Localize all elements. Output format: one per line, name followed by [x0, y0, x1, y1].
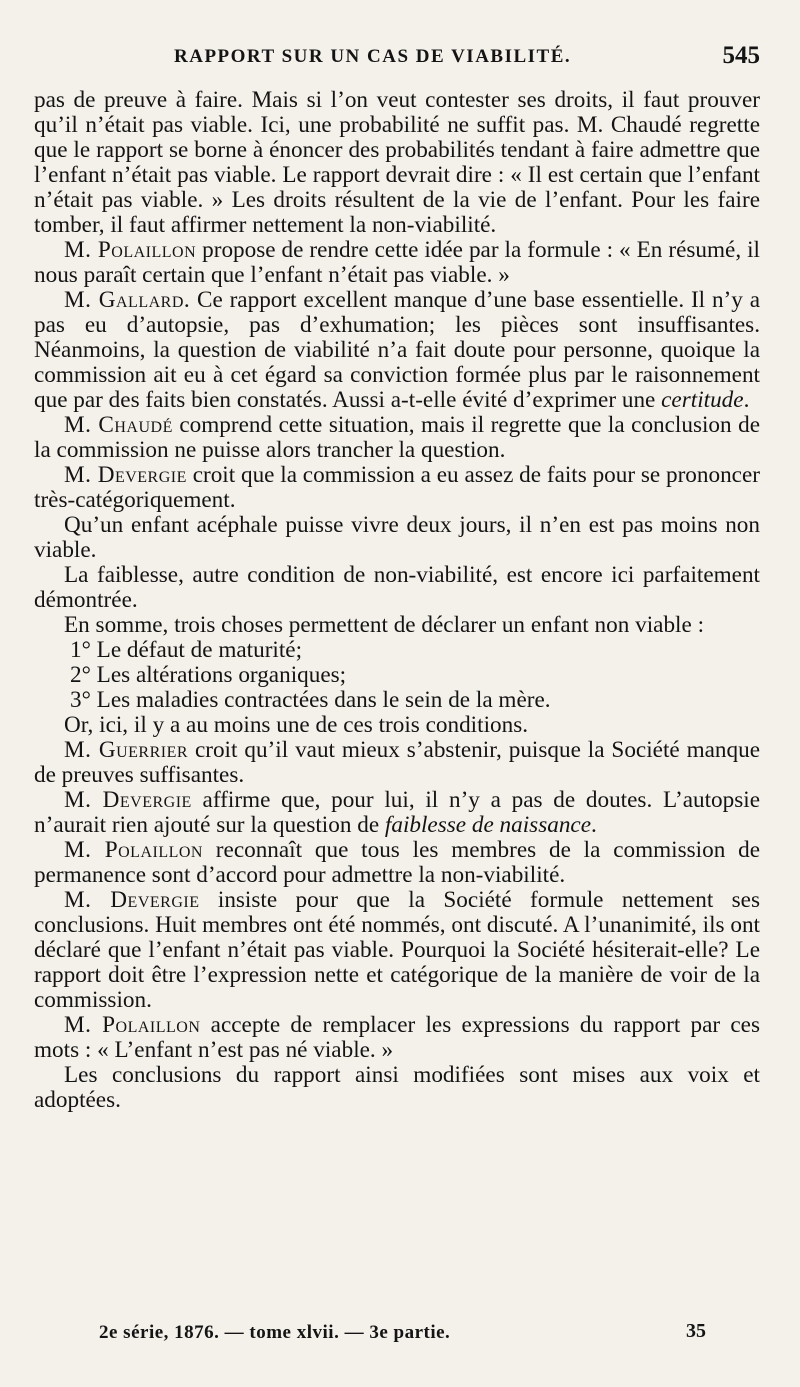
series-info: 2e série, 1876. — tome xlvii. — 3e partie. [99, 1322, 451, 1343]
list-item: 1° Le défaut de maturité; [70, 637, 303, 663]
page-footer [34, 1320, 760, 1350]
speaker-name: M. Chaudé [64, 412, 173, 438]
paragraph: pas de preuve à faire. Mais si l’on veut contester ses droits, il faut prouver qu’il n’était pas viable. Ici, une probabilité ne suffit pas. M. Chaudé regrette que le rapport se borne à énoncer des probabilités tendant à faire admettre que l’enfant n’était pas viable. Le rapport devrait dire : « Il est certain que l’enfant n’était pas viable. » Les droits résultent de la vie de l’enfant. Pour les faire tomber, il faut affirmer nettement la non-viabilité. [34, 87, 760, 238]
speaker-name: M. Polaillon [64, 837, 203, 863]
paragraph [34, 463, 760, 513]
list-item: 3° Les maladies contractées dans le sein de la mère. [70, 687, 551, 713]
italic-text: certitude [661, 387, 744, 413]
speaker-name: M. Devergie [64, 462, 187, 488]
paragraph-text: propose de rendre cette idée par la formule : « En résumé, il nous paraît certain que l’enfant n’était pas viable. » [34, 237, 760, 288]
paragraph-text: . [743, 387, 750, 413]
paragraph [34, 238, 760, 288]
paragraph [34, 788, 760, 838]
paragraph: La faiblesse, autre condition de non-viabilité, est encore ici parfaitement démontrée. [34, 562, 760, 613]
page-header [34, 42, 760, 78]
running-title: RAPPORT SUR UN CAS DE VIABILITÉ. [174, 46, 572, 67]
paragraph-text: reconnaît que tous les membres de la commission de permanence sont d’accord pour admettre la non-viabilité. [34, 837, 760, 888]
paragraph [34, 738, 760, 788]
speaker-name: M. Guerrier [64, 737, 189, 763]
list-item: 2° Les altérations organiques; [70, 662, 347, 688]
paragraph [34, 1013, 760, 1063]
speaker-name: M. Gallard. [64, 287, 191, 313]
signature-mark: 35 [686, 1320, 706, 1342]
paragraph: Qu’un enfant acéphale puisse vivre deux jours, il n’en est pas moins non viable. [34, 512, 760, 563]
paragraph [34, 288, 760, 413]
body-text [34, 88, 760, 1113]
paragraph [34, 413, 760, 463]
paragraph-text: accepte de remplacer les expressions du rapport par ces mots : « L’enfant n’est pas né viable. » [34, 1012, 760, 1063]
paragraph-text: croit qu’il vaut mieux s’abstenir, puisque la Société manque de preuves suffisantes. [34, 737, 760, 788]
paragraph: Or, ici, il y a au moins une de ces trois conditions. [64, 712, 529, 738]
paragraph-text: comprend cette situation, mais il regrette que la conclusion de la commission ne puisse alors trancher la question. [34, 412, 761, 463]
book-page [34, 28, 760, 1368]
paragraph-text: affirme que, pour lui, il n’y a pas de doutes. L’autopsie n’aurait rien ajouté sur la question de [34, 787, 760, 838]
paragraph [34, 838, 760, 888]
speaker-name: M. Polaillon [64, 1012, 201, 1038]
speaker-name: M. Devergie [64, 887, 200, 913]
paragraph [34, 888, 760, 1013]
paragraph-text: croit que la commission a eu assez de faits pour se prononcer très-catégoriquement. [34, 462, 760, 513]
paragraph-text: Ce rapport excellent manque d’une base essentielle. Il n’y a pas eu d’autopsie, pas d’exhumation; les pièces sont insuffisantes. Néanmoins, la question de viabilité n’a fait doute pour personne, quoique la commission ait eu à cet égard sa conviction formée plus par le raisonnement que par des faits bien constatés. Aussi a-t-elle évité d’exprimer une [34, 287, 760, 413]
page-number: 545 [722, 42, 760, 69]
paragraph: Les conclusions du rapport ainsi modifiées sont mises aux voix et adoptées. [34, 1062, 760, 1113]
paragraph: En somme, trois choses permettent de déclarer un enfant non viable : [64, 612, 705, 638]
speaker-name: M. Devergie [64, 787, 192, 813]
paragraph-text: . [591, 812, 597, 838]
italic-text: faiblesse de naissance [384, 812, 591, 838]
paragraph-text: insiste pour que la Société formule nettement ses conclusions. Huit membres ont été nommés, ont discuté. A l’unanimité, ils ont déclaré que l’enfant n’était pas viable. Pourquoi la Société hésiterait-elle? Le rapport doit être l’expression nette et catégorique de la manière de voir de la commission. [34, 887, 760, 1013]
speaker-name: M. Polaillon [64, 237, 197, 263]
